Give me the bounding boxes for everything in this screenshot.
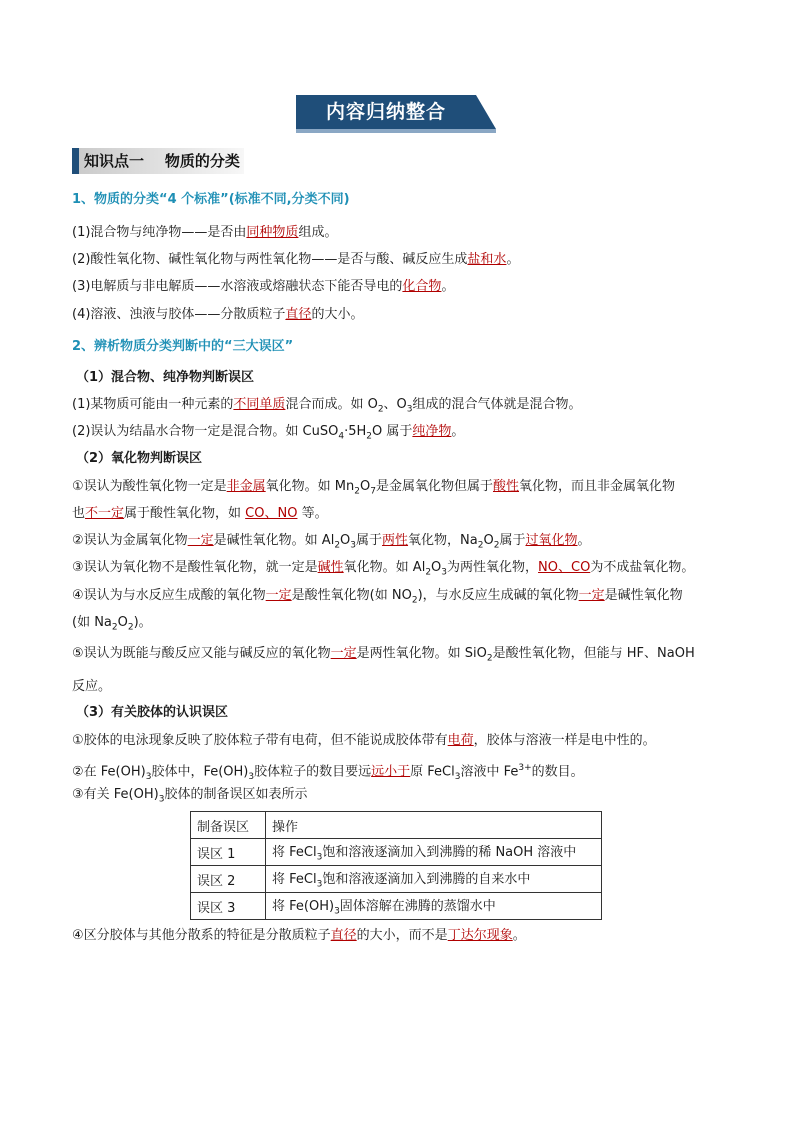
sub3-line3: ③有关 $Fe(OH)_3$胶体的制备误区如表所示 bbox=[72, 787, 308, 805]
answer-blank: 远小于 bbox=[371, 764, 411, 780]
table-cell: 误区 2 bbox=[191, 866, 266, 893]
preparation-mistakes-table bbox=[190, 811, 602, 920]
part2-heading: 2、辨析物质分类判断中的“三大误区” bbox=[72, 339, 294, 354]
section-heading-bar bbox=[72, 148, 79, 174]
part1-line1: (1)混合物与纯净物——是否由同种物质组成。 bbox=[72, 225, 338, 240]
answer-blank: 同种物质 bbox=[246, 225, 299, 240]
answer-blank: CO、NO bbox=[245, 506, 298, 521]
answer-blank: 不一定 bbox=[85, 506, 125, 521]
sub2-line3: ③误认为氧化物不是酸性氧化物，就一定是碱性氧化物。如 $Al_2O_3$为两性氧化物，NO、CO为不成盐氧化物。 bbox=[72, 560, 695, 578]
answer-blank: 碱性 bbox=[317, 560, 344, 575]
table-cell: 将 FeCl$_3$饱和溶液逐滴加入到沸腾的自来水中 bbox=[266, 866, 602, 893]
table-row bbox=[191, 893, 602, 920]
answer-blank: 过氧化物 bbox=[525, 533, 578, 548]
table-header-row bbox=[191, 812, 602, 839]
table-cell: 将 $Fe(OH)_3$固体溶解在沸腾的蒸馏水中 bbox=[266, 893, 602, 920]
sub1-line1: (1)某物质可能由一种元素的不同单质混合而成。如 $O_2$、$O_3$组成的混合气体就是混合物。 bbox=[72, 397, 582, 415]
answer-blank: 一定 bbox=[265, 588, 292, 603]
part1-line3: (3)电解质与非电解质——水溶液或熔融状态下能否导电的化合物。 bbox=[72, 279, 455, 294]
answer-blank: 一定 bbox=[187, 533, 214, 548]
sub2-line4b: (如 $Na_2O_2$)。 bbox=[72, 615, 152, 633]
table-cell: 将 FeCl$_3$饱和溶液逐滴加入到沸腾的稀 NaOH 溶液中 bbox=[266, 839, 602, 866]
answer-blank: 纯净物 bbox=[412, 424, 452, 439]
answer-blank: 化合物 bbox=[402, 279, 442, 294]
section-heading-text: 知识点一 物质的分类 bbox=[84, 152, 240, 170]
banner-title: 内容归纳整合 bbox=[325, 101, 446, 123]
sub2-line5: ⑤误认为既能与酸反应又能与碱反应的氧化物一定是两性氧化物。如 SiO$_2$是酸性氧化物，但能与 HF、NaOH bbox=[72, 646, 695, 664]
sub1-line2: (2)误认为结晶水合物一定是混合物。如 $CuSO_4\cdot 5H_2O$ 属于纯净物。 bbox=[72, 424, 465, 442]
section-heading bbox=[72, 148, 244, 174]
answer-blank: 电荷 bbox=[447, 733, 474, 748]
part1-line2: (2)酸性氧化物、碱性氧化物与两性氧化物——是否与酸、碱反应生成盐和水。 bbox=[72, 252, 520, 267]
answer-blank: 一定 bbox=[330, 646, 357, 661]
title-banner bbox=[296, 95, 496, 135]
banner-shadow bbox=[296, 129, 496, 133]
part1-heading: 1、物质的分类“4 个标准”(标准不同,分类不同) bbox=[72, 192, 350, 207]
sub3-title: （3）有关胶体的认识误区 bbox=[76, 705, 229, 720]
answer-blank: 丁达尔现象 bbox=[447, 928, 513, 943]
table-header-cell: 制备误区 bbox=[191, 812, 266, 839]
sub3-line2: ②在 $Fe(OH)_3$胶体中，$Fe(OH)_3$胶体粒子的数目要远远小于原 FeCl$_3$溶液中 $Fe^{3+}$的数目。 bbox=[72, 763, 584, 782]
answer-blank: 两性 bbox=[382, 533, 409, 548]
sub2-line1: ①误认为酸性氧化物一定是非金属氧化物。如 $Mn_2O_7$是金属氧化物但属于酸性氧化物，而且非金属氧化物 bbox=[72, 479, 676, 497]
sub3-line1: ①胶体的电泳现象反映了胶体粒子带有电荷，但不能说成胶体带有电荷，胶体与溶液一样是电中性的。 bbox=[72, 733, 656, 748]
sub2-line2: ②误认为金属氧化物一定是碱性氧化物。如 $Al_2O_3$属于两性氧化物，$Na_2O_2$属于过氧化物。 bbox=[72, 533, 591, 551]
answer-blank: 盐和水 bbox=[467, 252, 507, 267]
answer-blank: 直径 bbox=[285, 307, 312, 322]
answer-blank: 直径 bbox=[330, 928, 357, 943]
answer-blank: NO、CO bbox=[538, 560, 591, 575]
sub1-title: （1）混合物、纯净物判断误区 bbox=[76, 370, 255, 385]
answer-blank: 一定 bbox=[578, 588, 605, 603]
table-cell: 误区 3 bbox=[191, 893, 266, 920]
answer-blank: 不同单质 bbox=[233, 397, 286, 412]
answer-blank: 非金属 bbox=[226, 479, 266, 494]
table-cell: 误区 1 bbox=[191, 839, 266, 866]
sub2-line5b: 反应。 bbox=[72, 679, 112, 694]
answer-blank: 酸性 bbox=[492, 479, 519, 494]
sub2-line1b: 也不一定属于酸性氧化物，如 CO、NO 等。 bbox=[72, 506, 328, 521]
sub2-line4: ④误认为与水反应生成酸的氧化物一定是酸性氧化物(如 $NO_2$)，与水反应生成碱的氧化物一定是碱性氧化物 bbox=[72, 588, 683, 606]
table-row bbox=[191, 839, 602, 866]
sub2-title: （2）氧化物判断误区 bbox=[76, 451, 203, 466]
table-header-cell: 操作 bbox=[266, 812, 602, 839]
sub3-line4: ④区分胶体与其他分散系的特征是分散质粒子直径的大小，而不是丁达尔现象。 bbox=[72, 928, 526, 943]
part1-line4: (4)溶液、浊液与胶体——分散质粒子直径的大小。 bbox=[72, 307, 364, 322]
table-row bbox=[191, 866, 602, 893]
